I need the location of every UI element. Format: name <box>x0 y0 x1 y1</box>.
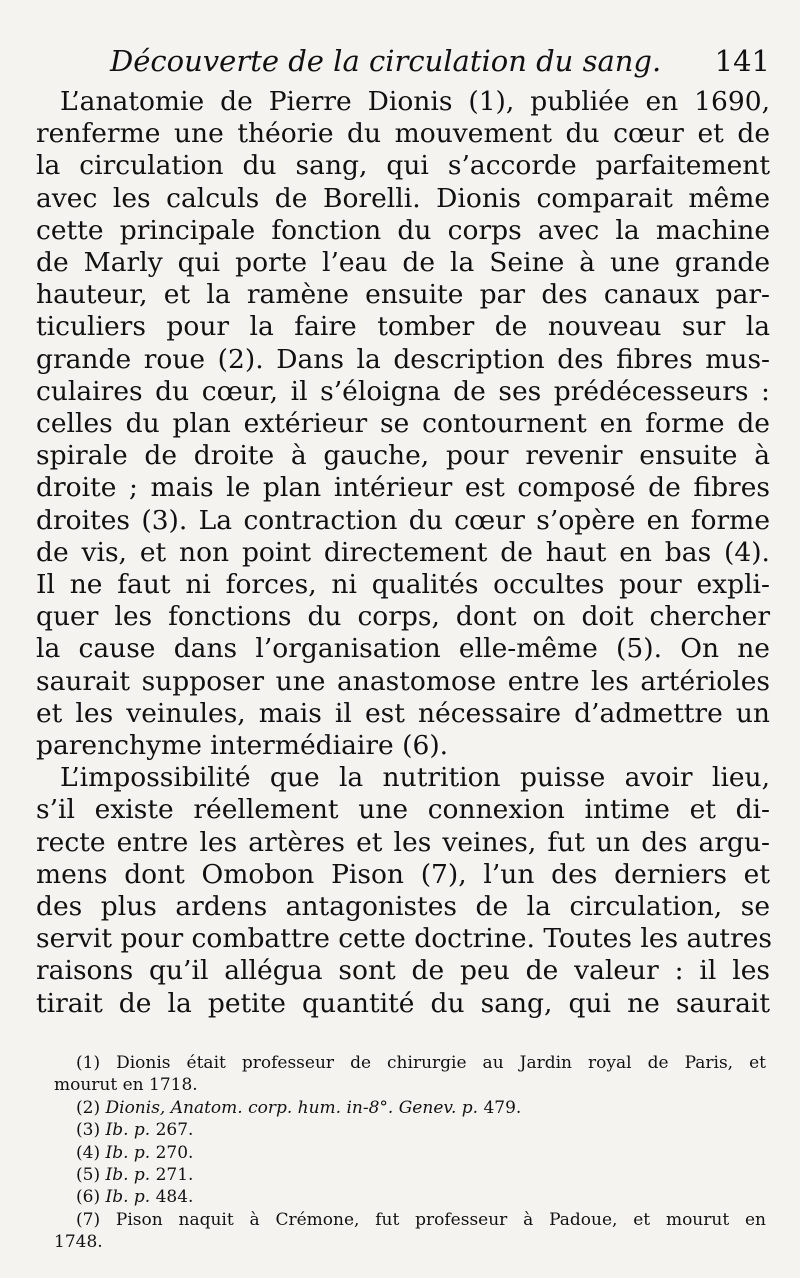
paragraph-1-line: Il ne faut ni forces, ni qualités occultes pour expli- <box>36 569 770 601</box>
paragraph-1-line: droite ; mais le plan intérieur est composé de fibres <box>36 472 770 504</box>
footnote-4 <box>76 1142 766 1164</box>
paragraph-1-line: celles du plan extérieur se contournent en forme de <box>36 408 770 440</box>
paragraph-1-line: grande roue (2). Dans la description des fibres mus- <box>36 343 770 375</box>
paragraph-1-line: L’anatomie de Pierre Dionis (1), publiée en 1690, <box>60 86 770 117</box>
paragraph-1-line: saurait supposer une anastomose entre les artérioles <box>36 665 770 697</box>
footnote-7: (7) Pison naquit à Crémone, fut professeur à Padoue, et mourut en <box>76 1209 766 1230</box>
footnote-page: 270. <box>155 1142 194 1163</box>
paragraph-1-line: avec les calculs de Borelli. Dionis comparait même <box>36 182 770 214</box>
paragraph-2-line: tirait de la petite quantité du sang, qui ne saurait <box>36 987 770 1019</box>
footnote-number: (3) <box>76 1120 101 1141</box>
body-text <box>36 86 773 1020</box>
running-header <box>110 44 770 84</box>
footnote-1: (1) Dionis était professeur de chirurgie au Jardin royal de Paris, et <box>76 1053 766 1073</box>
paragraph-1-line: de vis, et non point directement de haut en bas (4). <box>36 536 770 568</box>
page-number: 141 <box>714 44 770 78</box>
footnote-page: 484. <box>155 1187 194 1208</box>
footnotes <box>54 1052 766 1254</box>
paragraph-1-line: cette principale fonction du corps avec la machine <box>36 214 770 246</box>
footnote-2 <box>76 1097 766 1119</box>
footnote-number: (2) <box>76 1097 101 1118</box>
footnote-citation: Ib. p. <box>105 1165 151 1186</box>
paragraph-1-line: spirale de droite à gauche, pour revenir ensuite à <box>36 440 770 472</box>
paragraph-1-line: parenchyme intermédiaire (6). <box>36 730 449 762</box>
footnote-3 <box>76 1119 766 1141</box>
footnote-7-continuation: 1748. <box>54 1232 103 1253</box>
paragraph-1-line: renferme une théorie du mouvement du cœur et de <box>36 118 770 150</box>
paragraph-2-line: des plus ardens antagonistes de la circulation, se <box>36 891 770 923</box>
paragraph-1-line: la cause dans l’organisation elle-même (5). On ne <box>36 633 770 665</box>
footnote-number: (6) <box>76 1187 101 1208</box>
paragraph-2-line: recte entre les artères et les veines, fut un des argu- <box>36 826 770 858</box>
footnote-citation: Ib. p. <box>105 1187 151 1208</box>
paragraph-1-line: et les veinules, mais il est nécessaire d’admettre un <box>36 697 770 729</box>
paragraph-1-line: quer les fonctions du corps, dont on doit chercher <box>36 601 770 633</box>
paragraph-2-line: s’il existe réellement une connexion intime et di- <box>36 794 770 826</box>
footnote-1-continuation: mourut en 1718. <box>54 1075 198 1096</box>
footnote-page: 271. <box>155 1165 194 1186</box>
footnote-page: 479. <box>483 1097 522 1118</box>
paragraph-1-line: culaires du cœur, il s’éloigna de ses prédécesseurs : <box>36 375 770 407</box>
footnote-6 <box>76 1186 766 1208</box>
footnote-citation: Ib. p. <box>105 1120 151 1141</box>
footnote-citation: Ib. p. <box>105 1142 151 1163</box>
paragraph-2-line: servit pour combattre cette doctrine. Toutes les autres <box>36 923 773 955</box>
running-title: Découverte de la circulation du sang. <box>110 44 662 78</box>
footnote-citation: Dionis, Anatom. corp. hum. in-8°. Genev. p. <box>105 1097 479 1118</box>
paragraph-1-line: ticuliers pour la faire tomber de nouveau sur la <box>36 311 770 343</box>
footnote-number: (4) <box>76 1142 101 1163</box>
paragraph-2-line: L’impossibilité que la nutrition puisse avoir lieu, <box>60 762 770 794</box>
paragraph-1-line: hauteur, et la ramène ensuite par des canaux par- <box>36 279 770 311</box>
paragraph-2-line: raisons qu’il allégua sont de peu de valeur : il les <box>36 955 770 987</box>
paragraph-1-line: la circulation du sang, qui s’accorde parfaitement <box>36 150 770 182</box>
paragraph-2-line: mens dont Omobon Pison (7), l’un des derniers et <box>36 858 770 890</box>
paragraph-1-line: droites (3). La contraction du cœur s’opère en forme <box>36 504 770 536</box>
footnote-5 <box>76 1164 766 1186</box>
footnote-number: (5) <box>76 1165 101 1186</box>
paragraph-1-line: de Marly qui porte l’eau de la Seine à une grande <box>36 247 770 279</box>
footnote-page: 267. <box>155 1120 194 1141</box>
